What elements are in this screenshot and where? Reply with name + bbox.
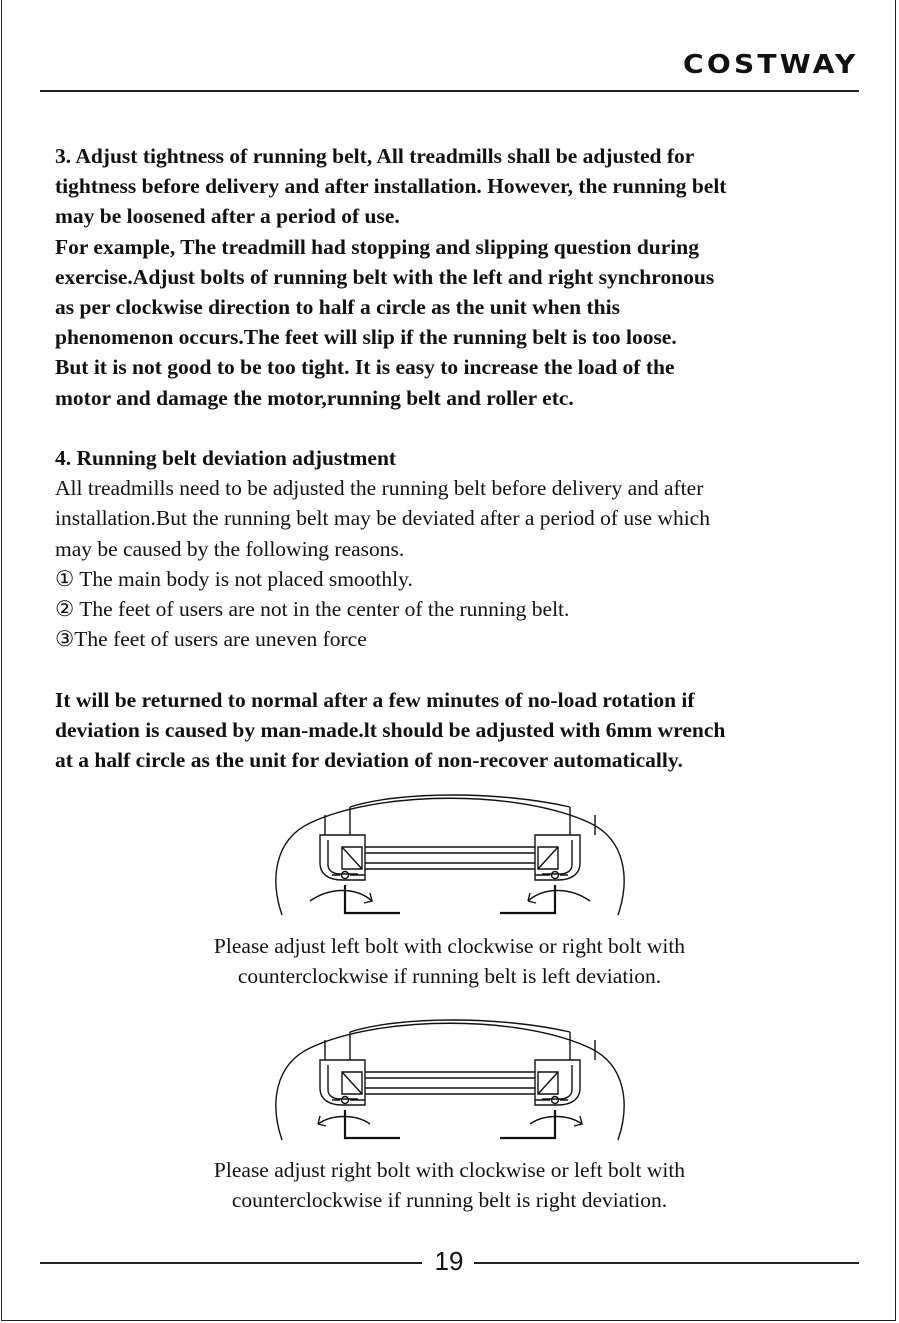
caption-line: Please adjust left bolt with clockwise or right bolt with <box>213 934 686 958</box>
paragraph-line: as per clockwise direction to half a circle as the unit when this <box>55 295 620 320</box>
figure-right-deviation <box>0 1010 899 1155</box>
reason-item: ③The feet of users are uneven force <box>55 627 367 652</box>
paragraph-line: may be loosened after a period of use. <box>55 204 400 229</box>
treadmill-roller-diagram <box>270 785 630 930</box>
caption-line: counterclockwise if running belt is right deviation. <box>231 1188 668 1212</box>
paragraph-line: may be caused by the following reasons. <box>55 536 405 561</box>
figure-caption-left <box>0 931 899 991</box>
paragraph-line: tightness before delivery and after installation. However, the running belt <box>55 174 727 199</box>
treadmill-roller-diagram <box>270 1010 630 1155</box>
section-note <box>55 685 855 776</box>
header-rule <box>40 90 859 92</box>
paragraph-line: All treadmills need to be adjusted the running belt before delivery and after <box>55 476 704 501</box>
section-heading: 4. Running belt deviation adjustment <box>55 446 397 471</box>
spacer <box>55 654 855 684</box>
paragraph-line: phenomenon occurs.The feet will slip if the running belt is too loose. <box>55 325 677 350</box>
paragraph-line: installation.But the running belt may be deviated after a period of use which <box>55 506 710 531</box>
paragraph-line: 3. Adjust tightness of running belt, All treadmills shall be adjusted for <box>55 144 695 168</box>
caption-line: Please adjust right bolt with clockwise or left bolt with <box>213 1158 686 1182</box>
paragraph-line: But it is not good to be too tight. It is easy to increase the load of the <box>55 355 675 380</box>
brand-logo: COSTWAY <box>683 50 859 80</box>
paragraph-line: exercise.Adjust bolts of running belt with the left and right synchronous <box>55 264 715 289</box>
caption-line: counterclockwise if running belt is left deviation. <box>237 964 662 988</box>
spacer <box>55 413 855 443</box>
footer-rule-left <box>40 1262 422 1264</box>
manual-content <box>55 141 855 775</box>
figure-left-deviation <box>0 785 899 930</box>
figure-caption-right <box>0 1155 899 1215</box>
footer-rule-right <box>474 1262 859 1264</box>
paragraph-line: at a half circle as the unit for deviation of non-recover automatically. <box>55 748 683 773</box>
reason-item: ② The feet of users are not in the center of the running belt. <box>55 597 570 622</box>
paragraph-line: motor and damage the motor,running belt and roller etc. <box>55 385 574 410</box>
page-number: 19 <box>434 1246 464 1276</box>
section-belt-tightness <box>55 141 855 413</box>
section-belt-deviation <box>55 443 855 654</box>
reason-item: ① The main body is not placed smoothly. <box>55 566 413 591</box>
paragraph-line: It will be returned to normal after a few minutes of no-load rotation if <box>55 687 695 712</box>
paragraph-line: For example, The treadmill had stopping and slipping question during <box>55 234 699 259</box>
paragraph-line: deviation is caused by man-made.lt should be adjusted with 6mm wrench <box>55 717 726 742</box>
